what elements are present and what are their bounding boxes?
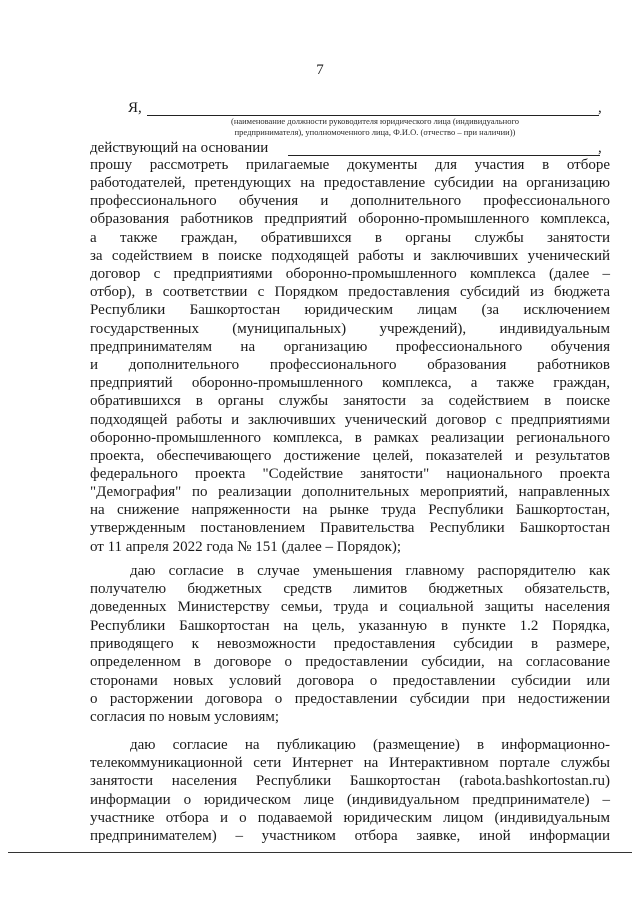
body-line: договор с предприятиями оборонно-промышленного комплекса (далее – bbox=[90, 266, 610, 282]
body-line: за содействием в поиске подходящей работы и заключивших ученический bbox=[90, 248, 610, 264]
body-line: образования работников предприятий оборонно-промышленного комплекса, bbox=[90, 211, 610, 227]
body-line: предпринимателем) – участником отбора заявке, иной информации bbox=[90, 828, 610, 844]
body-line: государственных (муниципальных) учреждений), индивидуальным bbox=[90, 321, 610, 337]
ya-label: Я, bbox=[128, 100, 142, 116]
body-line: оборонно-промышленного комплекса, в рамках реализации регионального bbox=[90, 430, 610, 446]
body-line: федерального проекта "Содействие занятости" национального проекта bbox=[90, 466, 610, 482]
body-line: профессионального обучения и дополнительного профессионального bbox=[90, 193, 610, 209]
body-line: информации о юридическом лице (индивидуальном предпринимателе) – bbox=[90, 792, 610, 808]
page-number: 7 bbox=[316, 62, 324, 78]
body-line: предпринимателям на организацию профессионального обучения bbox=[90, 339, 610, 355]
body-line: прошу рассмотреть прилагаемые документы для участия в отборе bbox=[90, 157, 610, 173]
body-line: подходящей работы и заключивших ученический договор с предприятиями bbox=[90, 412, 610, 428]
body-line: отбор), в соответствии с Порядком предоставления субсидий из бюджета bbox=[90, 284, 610, 300]
body-line: получателю бюджетных средств лимитов бюджетных обязательств, bbox=[90, 581, 610, 597]
basis-label: действующий на основании bbox=[90, 140, 269, 156]
applicant-caption-line1: (наименование должности руководителя юридического лица (индивидуального bbox=[230, 116, 519, 126]
ya-comma: , bbox=[598, 100, 602, 116]
body-line: обратившихся в органы службы занятости за содействием в поиске bbox=[90, 393, 610, 409]
body-line: занятости населения Республики Башкортостан (rabota.bashkortostan.ru) bbox=[90, 773, 610, 789]
body-line: сторонами новых условий договора о предоставлении субсидии или bbox=[90, 673, 610, 689]
body-line: работодателей, претендующих на предоставление субсидии на организацию bbox=[90, 175, 610, 191]
body-line: определенном в договоре о предоставлении субсидии, на согласование bbox=[90, 654, 610, 670]
basis-comma: , bbox=[598, 140, 602, 156]
body-line: и дополнительного профессионального образования работников bbox=[90, 357, 610, 373]
body-line: Республики Башкортостан на цель, указанную в пункте 1.2 Порядка, bbox=[90, 618, 610, 634]
body-line: "Демография" по реализации дополнительных мероприятий, направленных bbox=[90, 484, 610, 500]
body-line: проекта, обеспечивающего достижение целей, показателей и результатов bbox=[90, 448, 610, 464]
applicant-caption-line2: предпринимателя), уполномоченного лица, Ф.И.О. (отчество – при наличии)) bbox=[234, 127, 516, 137]
body-line: приводящего к невозможности предоставления субсидии в размере, bbox=[90, 636, 610, 652]
body-line: согласия по новым условиям; bbox=[90, 709, 280, 725]
body-line: Республики Башкортостан юридическим лицам (за исключением bbox=[90, 302, 610, 318]
body-line: доведенных Министерству семьи, труда и социальной защиты населения bbox=[90, 599, 610, 615]
body-line: утвержденным постановлением Правительства Республики Башкортостан bbox=[90, 520, 610, 536]
body-line: участнике отбора и о подаваемой юридическим лицом (индивидуальным bbox=[90, 810, 610, 826]
body-line: о расторжении договора о предоставлении субсидии при недостижении bbox=[90, 691, 610, 707]
body-line: предприятий оборонно-промышленного комплекса, а также граждан, bbox=[90, 375, 610, 391]
footer-rule bbox=[8, 852, 632, 853]
body-line: от 11 апреля 2022 года № 151 (далее – Порядок); bbox=[90, 539, 402, 555]
body-line: даю согласие на публикацию (размещение) в информационно- bbox=[130, 737, 610, 753]
body-line: а также граждан, обратившихся в органы службы занятости bbox=[90, 230, 610, 246]
body-line: даю согласие в случае уменьшения главному распорядителю как bbox=[130, 563, 610, 579]
body-line: телекоммуникационной сети Интернет на Интерактивном портале службы bbox=[90, 755, 610, 771]
body-line: на снижение напряженности на рынке труда Республики Башкортостан, bbox=[90, 502, 610, 518]
